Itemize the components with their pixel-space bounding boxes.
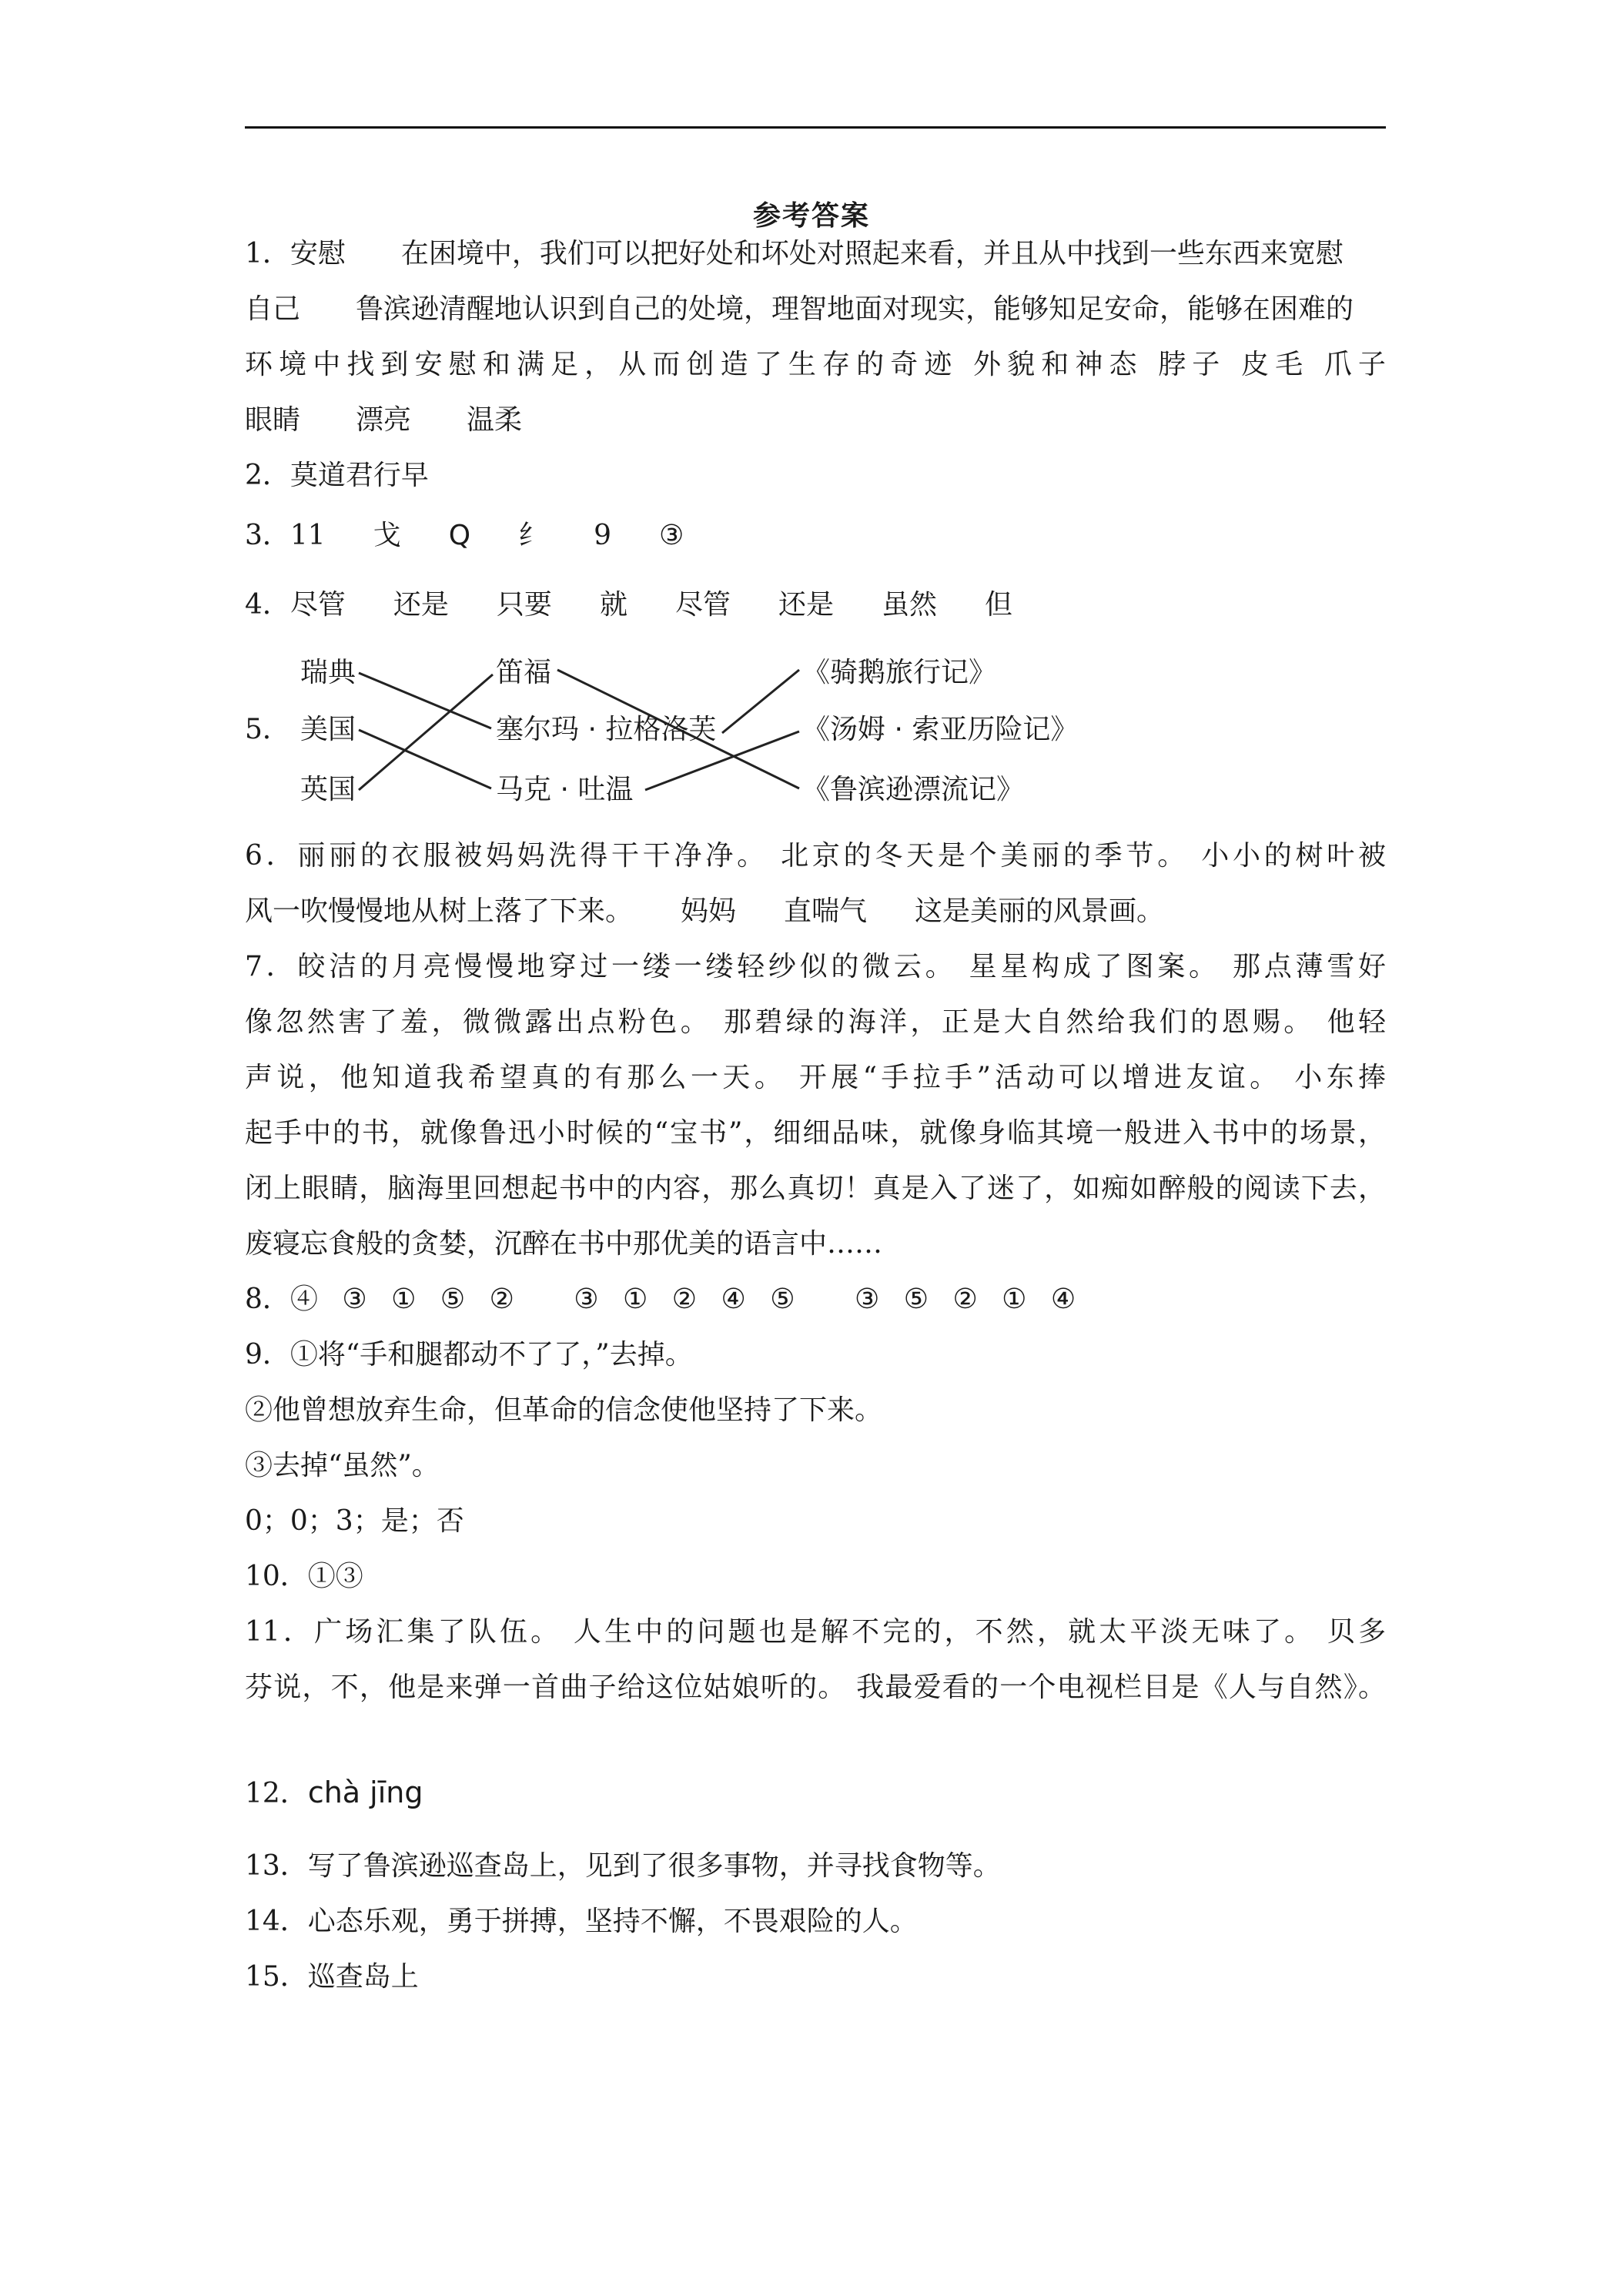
q14-answer: 14．心态乐观，勇于拼搏，坚持不懈，不畏艰险的人。	[245, 1906, 918, 1937]
q1-word: 爪子	[1323, 349, 1386, 380]
q8-item: ②	[671, 1284, 698, 1315]
q8-item: ④	[1050, 1284, 1076, 1315]
q8-item: ④	[721, 1284, 746, 1315]
q7-sentence: 小东捧	[1294, 1062, 1386, 1093]
country-usa: 美国	[300, 714, 356, 745]
match-line	[359, 730, 491, 788]
q1-text: 环境中找到安慰和满足，从而创造了生存的奇迹	[245, 349, 959, 380]
q7-line-5: 闭上眼睛，脑海里回想起书中的内容，那么真切！真是入了迷了，如痴如醉般的阅读下去，	[245, 1173, 1386, 1204]
q11-sentence: 11．广场汇集了队伍。	[245, 1616, 562, 1648]
q7-line-4: 起手中的书，就像鲁迅小时候的“宝书”，细细品味，就像身临其境一般进入书中的场景，	[245, 1117, 1386, 1149]
q8-item: ③	[574, 1284, 599, 1315]
q7-sentence: 7．皎洁的月亮慢慢地穿过一缕一缕轻纱似的微云。	[245, 951, 957, 982]
q4-item: 就	[599, 589, 627, 621]
q1-line-4	[245, 405, 522, 436]
book-nils: 《骑鹅旅行记》	[802, 657, 997, 688]
q6-word: 妈妈	[681, 895, 737, 927]
q4-item: 虽然	[881, 589, 937, 621]
q7-line-1	[245, 952, 1386, 982]
match-line	[722, 670, 799, 733]
q12-number: 12．	[245, 1778, 308, 1809]
q6-sentence: 小小的树叶被	[1201, 840, 1386, 872]
q3-answer	[245, 520, 684, 551]
q11-sentence: 贝多	[1327, 1616, 1386, 1648]
match-line	[359, 674, 493, 790]
q11-line-2	[245, 1672, 1386, 1703]
book-tom-sawyer: 《汤姆 · 索亚历险记》	[802, 714, 1079, 745]
q6-sentence: 6．丽丽的衣服被妈妈洗得干干净净。	[245, 840, 768, 872]
q1-answer-c: 鲁滨逊清醒地认识到自己的处境，理智地面对现实，能够知足安命，能够在困难的	[356, 293, 1354, 325]
country-uk: 英国	[300, 774, 356, 805]
q8-item: ②	[952, 1284, 978, 1315]
q1-word: 漂亮	[356, 404, 412, 436]
q7-line-2	[245, 1007, 1386, 1038]
q1-word: 外貌和神态	[973, 349, 1143, 380]
q7-sentence: 星星构成了图案。	[969, 951, 1220, 982]
q7-sentence: 那点薄雪好	[1232, 951, 1386, 982]
q1-word: 皮毛	[1241, 349, 1310, 380]
q7-line-3	[245, 1063, 1386, 1093]
q9-line-1: 9．①将“手和腿都动不了了，”去掉。	[245, 1339, 693, 1371]
q11-line-1	[245, 1617, 1386, 1648]
q10-answer: 10．①③	[245, 1561, 363, 1592]
author-defoe: 笛福	[496, 657, 552, 688]
q11-sentence: 人生中的问题也是解不完的，不然，就太平淡无味了。	[573, 1616, 1316, 1648]
q1-word: 温柔	[467, 404, 523, 436]
q8-item: ①	[1002, 1284, 1027, 1315]
q1-word: 脖子	[1158, 349, 1226, 380]
q5-matching-diagram	[245, 647, 1092, 816]
q1-line-1	[245, 239, 1344, 269]
q4-item: 4．尽管	[245, 589, 346, 621]
q6-sentence: 这是美丽的风景画。	[915, 895, 1165, 927]
q8-item: ①	[391, 1284, 417, 1315]
q1-text: 自己	[245, 293, 301, 325]
q7-sentence: 开展“手拉手”活动可以增进友谊。	[798, 1062, 1282, 1093]
q7-line-6: 废寝忘食般的贪婪，沉醉在书中那优美的语言中……	[245, 1228, 883, 1260]
q6-word: 直喘气	[784, 895, 868, 927]
q4-item: 尽管	[674, 589, 731, 621]
q2-answer: 2．莫道君行早	[245, 460, 429, 491]
q9-line-2: ②他曾想放弃生命，但革命的信念使他坚持了下来。	[245, 1394, 883, 1426]
country-sweden: 瑞典	[300, 657, 356, 688]
q13-answer: 13．写了鲁滨逊巡查岛上，见到了很多事物，并寻找食物等。	[245, 1850, 1001, 1882]
q9-line-4: 0；0；3；是；否	[245, 1505, 464, 1537]
q1-answer-a: 1．安慰	[245, 238, 346, 269]
q6-sentence: 风一吹慢慢地从树上落了下来。	[245, 895, 634, 927]
q3-item: 9	[594, 520, 611, 551]
q12-answer	[245, 1777, 423, 1809]
q8-item: 8．④	[245, 1284, 318, 1315]
page-title: 参考答案	[752, 199, 870, 232]
q7-sentence: 他轻	[1327, 1006, 1386, 1038]
q8-item: ③	[342, 1284, 367, 1315]
header-rule	[245, 126, 1386, 129]
q6-line-2	[245, 896, 1164, 927]
q5-number: 5．	[245, 714, 290, 745]
q8-item: ②	[489, 1284, 514, 1315]
q7-sentence: 那碧绿的海洋，正是大自然给我们的恩赐。	[723, 1006, 1315, 1038]
book-robinson: 《鲁滨逊漂流记》	[802, 774, 1025, 805]
q8-item: ⑤	[770, 1284, 795, 1315]
q7-sentence: 像忽然害了羞，微微露出点粉色。	[245, 1006, 712, 1038]
q11-sentence: 我最爱看的一个电视栏目是《人与自然》。	[856, 1672, 1386, 1703]
q7-sentence: 声说，他知道我希望真的有那么一天。	[245, 1062, 787, 1093]
q4-item: 但	[985, 589, 1013, 621]
q11-sentence: 芬说，不，他是来弹一首曲子给这位姑娘听的。	[245, 1672, 847, 1703]
q6-line-1	[245, 841, 1386, 872]
q4-answer	[245, 590, 1012, 621]
q8-item: ①	[623, 1284, 648, 1315]
q3-item: 3．11	[245, 520, 326, 551]
q1-line-3	[245, 350, 1386, 380]
q4-item: 只要	[496, 589, 552, 621]
q8-item: ⑤	[440, 1284, 466, 1315]
q3-item: 戈	[373, 520, 401, 551]
q8-item: ⑤	[903, 1284, 929, 1315]
q1-line-2	[245, 294, 1354, 325]
q12-pinyin: chà jīng	[307, 1776, 423, 1809]
q9-line-3: ③去掉“虽然”。	[245, 1450, 440, 1481]
q15-answer: 15．巡查岛上	[245, 1961, 419, 1993]
author-twain: 马克 · 吐温	[496, 774, 634, 805]
q6-sentence: 北京的冬天是个美丽的季节。	[781, 840, 1189, 872]
q4-item: 还是	[393, 589, 449, 621]
q3-item: Q	[448, 520, 471, 551]
q1-answer-b: 在困境中，我们可以把好处和坏处对照起来看，并且从中找到一些东西来宽慰	[400, 238, 1344, 269]
author-lagerlof: 塞尔玛 · 拉格洛芙	[496, 714, 717, 745]
q1-word: 眼睛	[245, 404, 301, 436]
q8-item: ③	[854, 1284, 880, 1315]
match-line	[359, 673, 491, 728]
q3-item: 纟	[518, 520, 547, 551]
q4-item: 还是	[778, 589, 834, 621]
q8-answer	[245, 1284, 1076, 1315]
q3-item: ③	[659, 520, 684, 551]
